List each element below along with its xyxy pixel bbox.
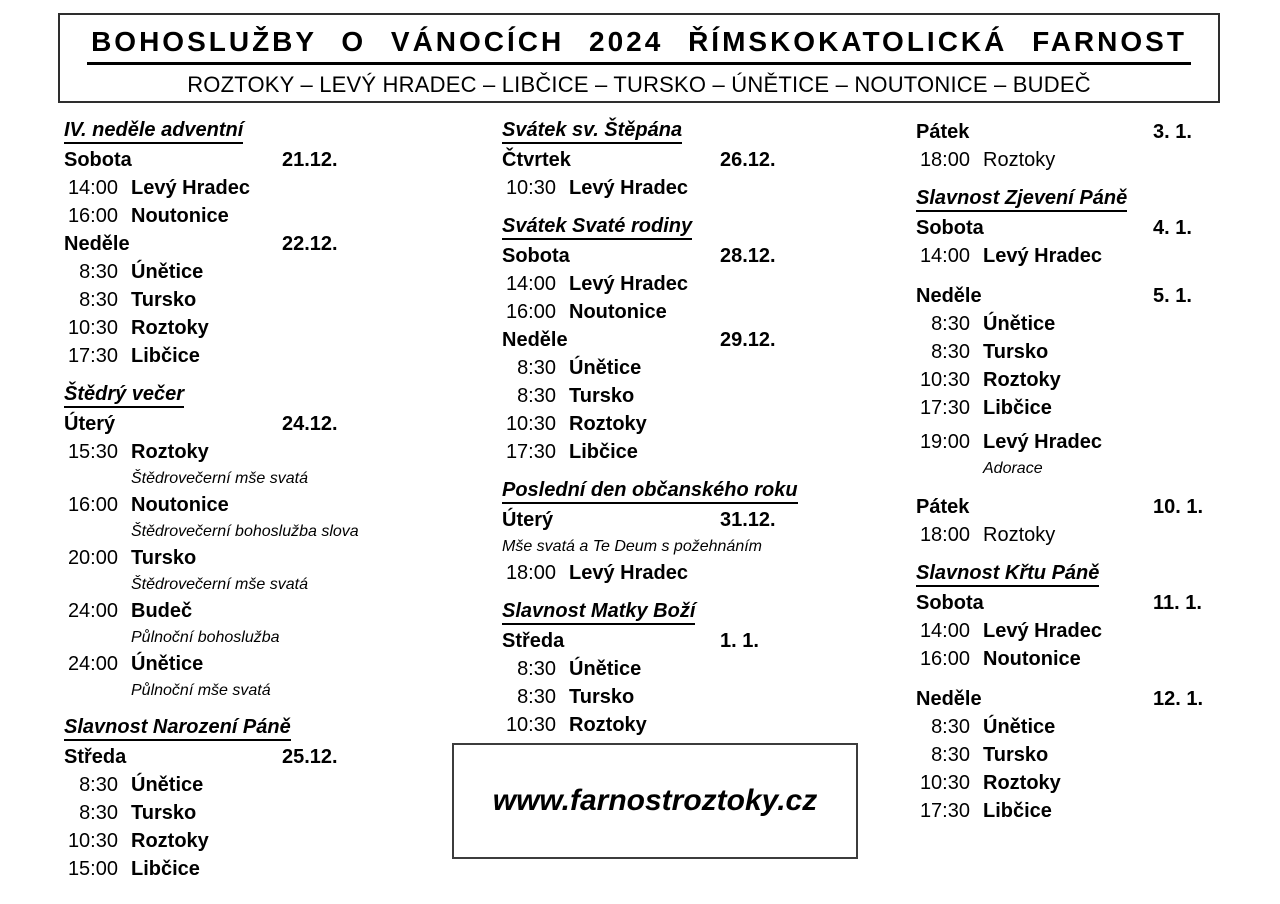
mass-place: Tursko [983,341,1049,363]
mass-row [502,683,902,711]
mass-time: 17:30 [919,397,970,419]
day-label: Čtvrtek [502,149,571,171]
date-label: 24.12. [282,413,338,435]
mass-row [64,799,474,827]
mass-place: Noutonice [131,205,229,227]
mass-place: Libčice [983,800,1052,822]
mass-time: 15:00 [67,858,118,880]
day-row [916,118,1271,146]
section-heading-text: Svátek Svaté rodiny [502,214,692,240]
date-label: 21.12. [282,149,338,171]
day-row [64,410,474,438]
section-heading-text: Štědrý večer [64,382,184,408]
date-label: 11. 1. [1153,592,1202,614]
day-row [64,146,474,174]
mass-note: Štědrovečerní bohoslužba slova [131,523,359,540]
mass-place: Roztoky [983,369,1061,391]
date-label: 10. 1. [1153,496,1204,518]
mass-time: 20:00 [67,547,118,569]
day-label: Sobota [64,149,132,171]
mass-time: 16:00 [67,494,118,516]
mass-place: Levý Hradec [569,273,688,295]
mass-time: 18:00 [919,524,970,546]
schedule-column [64,118,474,883]
day-label: Pátek [916,121,970,143]
mass-row [916,521,1271,549]
mass-row [502,382,902,410]
schedule-column [502,118,902,739]
mass-row [64,202,474,230]
mass-row [64,258,474,286]
mass-note: Mše svatá a Te Deum s požehnáním [502,538,762,555]
mass-place: Noutonice [131,494,229,516]
mass-time: 18:00 [505,562,556,584]
mass-time: 24:00 [67,600,118,622]
schedule-section [916,685,1271,825]
schedule-section [502,118,902,202]
mass-place: Budeč [131,600,193,622]
day-label: Pátek [916,496,970,518]
mass-place: Roztoky [569,413,647,435]
schedule-section [502,214,902,466]
mass-place: Únětice [569,357,642,379]
mass-time: 8:30 [79,261,118,283]
mass-row [64,855,474,883]
mass-place: Únětice [983,313,1056,335]
page-subtitle: ROZTOKY – LEVÝ HRADEC – LIBČICE – TURSKO – ÚNĚTICE – NOUTONICE – BUDEČ [187,72,1091,97]
section-heading [502,478,902,506]
date-label: 1. 1. [720,630,759,652]
mass-row [64,314,474,342]
website-url: www.farnostroztoky.cz [492,784,818,817]
mass-place: Roztoky [983,149,1056,171]
mass-row [64,827,474,855]
day-label: Sobota [916,592,984,614]
mass-place: Levý Hradec [569,562,688,584]
mass-place: Únětice [131,653,204,675]
mass-note: Štědrovečerní mše svatá [131,576,308,593]
mass-time: 14:00 [919,245,970,267]
day-row [502,146,902,174]
schedule-section [916,493,1271,549]
mass-place: Únětice [131,261,204,283]
mass-place: Tursko [569,686,635,708]
mass-time: 10:30 [505,177,556,199]
mass-place: Roztoky [569,714,647,736]
day-label: Úterý [502,509,554,531]
mass-row [916,242,1271,270]
date-label: 29.12. [720,329,776,351]
section-heading [64,715,474,743]
section-heading [64,382,474,410]
mass-row [916,713,1271,741]
mass-place: Tursko [131,289,197,311]
mass-place: Libčice [131,858,200,880]
mass-row [916,338,1271,366]
mass-place: Levý Hradec [983,431,1102,453]
mass-place: Levý Hradec [569,177,688,199]
mass-place: Únětice [131,774,204,796]
section-heading [502,599,902,627]
date-label: 12. 1. [1153,688,1204,710]
mass-time: 10:30 [919,772,970,794]
date-label: 31.12. [720,509,776,531]
mass-row [502,655,902,683]
schedule-section [916,118,1271,174]
schedule-section [64,715,474,883]
section-heading [64,118,474,146]
mass-row [64,438,474,466]
day-row [502,242,902,270]
mass-place: Levý Hradec [131,177,250,199]
mass-place: Noutonice [983,648,1081,670]
mass-row [64,597,474,625]
mass-place: Roztoky [983,772,1061,794]
mass-time: 18:00 [919,149,970,171]
mass-note: Štědrovečerní mše svatá [131,470,308,487]
mass-row [916,366,1271,394]
day-row [916,589,1271,617]
schedule-section [502,478,902,587]
mass-time: 16:00 [67,205,118,227]
section-heading-text: Slavnost Narození Páně [64,715,291,741]
schedule-column [916,118,1271,825]
mass-time: 10:30 [67,317,118,339]
mass-place: Roztoky [983,524,1056,546]
mass-row [502,711,902,739]
mass-row [64,491,474,519]
mass-row [502,559,902,587]
mass-note: Adorace [983,460,1043,477]
mass-time: 8:30 [517,686,556,708]
mass-place: Levý Hradec [983,245,1102,267]
website-box [452,743,858,859]
mass-time: 15:30 [67,441,118,463]
schedule-section [64,118,474,370]
mass-place: Únětice [983,716,1056,738]
mass-time: 8:30 [79,802,118,824]
mass-row [916,797,1271,825]
mass-row [502,354,902,382]
mass-time: 14:00 [67,177,118,199]
section-heading-text: Slavnost Křtu Páně [916,561,1099,587]
section-heading [916,561,1271,589]
date-label: 22.12. [282,233,338,255]
mass-time: 16:00 [919,648,970,670]
day-row [916,282,1271,310]
mass-row [502,298,902,326]
schedule-section [64,382,474,703]
title-line [60,26,1218,65]
day-row [916,214,1271,242]
day-label: Úterý [64,413,116,435]
mass-row [916,146,1271,174]
page-title: BOHOSLUŽBY O VÁNOCÍCH 2024 ŘÍMSKOKATOLICKÁ FARNOST [87,26,1191,65]
mass-place: Roztoky [131,441,209,463]
section-heading-text: Poslední den občanského roku [502,478,798,504]
schedule-section [502,599,902,739]
section-heading-text: IV. neděle adventní [64,118,243,144]
mass-place: Libčice [983,397,1052,419]
mass-time: 8:30 [931,313,970,335]
mass-place: Tursko [569,385,635,407]
date-label: 28.12. [720,245,776,267]
mass-time: 8:30 [79,774,118,796]
mass-row [64,286,474,314]
mass-place: Libčice [569,441,638,463]
mass-row [502,438,902,466]
mass-time: 19:00 [919,431,970,453]
mass-place: Únětice [569,658,642,680]
mass-time: 10:30 [919,369,970,391]
day-label: Středa [502,630,565,652]
mass-time: 8:30 [517,658,556,680]
mass-row [502,174,902,202]
mass-time: 16:00 [505,301,556,323]
mass-row [64,342,474,370]
day-row [64,743,474,771]
day-row [502,326,902,354]
header-box [58,13,1220,103]
mass-time: 17:30 [505,441,556,463]
mass-row [916,645,1271,673]
mass-time: 14:00 [505,273,556,295]
mass-place: Roztoky [131,317,209,339]
mass-time: 10:30 [505,714,556,736]
mass-time: 8:30 [931,716,970,738]
day-row [916,493,1271,521]
mass-row [916,428,1271,456]
mass-row [502,410,902,438]
mass-row [64,544,474,572]
mass-place: Tursko [131,802,197,824]
day-row [502,506,902,534]
mass-place: Tursko [131,547,197,569]
mass-time: 24:00 [67,653,118,675]
mass-place: Tursko [983,744,1049,766]
mass-row [916,310,1271,338]
mass-row [64,650,474,678]
section-heading [916,186,1271,214]
mass-row [916,394,1271,422]
mass-note: Půlnoční mše svatá [131,682,271,699]
day-label: Středa [64,746,127,768]
mass-time: 17:30 [67,345,118,367]
mass-time: 10:30 [505,413,556,435]
mass-row [64,771,474,799]
schedule-section [916,186,1271,270]
day-row [64,230,474,258]
mass-note: Půlnoční bohoslužba [131,629,280,646]
section-heading [502,214,902,242]
date-label: 5. 1. [1153,285,1192,307]
schedule-section [916,282,1271,481]
mass-time: 8:30 [517,357,556,379]
section-heading-text: Slavnost Matky Boží [502,599,695,625]
mass-time: 8:30 [517,385,556,407]
day-label: Sobota [502,245,570,267]
day-label: Neděle [64,233,130,255]
day-label: Neděle [916,688,982,710]
date-label: 4. 1. [1153,217,1192,239]
day-label: Neděle [916,285,982,307]
mass-time: 8:30 [79,289,118,311]
mass-row [916,741,1271,769]
mass-row [502,270,902,298]
mass-time: 10:30 [67,830,118,852]
date-label: 25.12. [282,746,338,768]
mass-place: Levý Hradec [983,620,1102,642]
mass-time: 14:00 [919,620,970,642]
day-label: Neděle [502,329,568,351]
date-label: 3. 1. [1153,121,1192,143]
mass-place: Libčice [131,345,200,367]
mass-place: Roztoky [131,830,209,852]
mass-row [916,769,1271,797]
mass-time: 8:30 [931,341,970,363]
section-heading-text: Slavnost Zjevení Páně [916,186,1127,212]
mass-row [916,617,1271,645]
mass-place: Noutonice [569,301,667,323]
mass-row [64,174,474,202]
day-label: Sobota [916,217,984,239]
mass-time: 17:30 [919,800,970,822]
day-row [502,627,902,655]
date-label: 26.12. [720,149,776,171]
section-heading-text: Svátek sv. Štěpána [502,118,682,144]
section-heading [502,118,902,146]
schedule-section [916,561,1271,673]
day-row [916,685,1271,713]
mass-time: 8:30 [931,744,970,766]
